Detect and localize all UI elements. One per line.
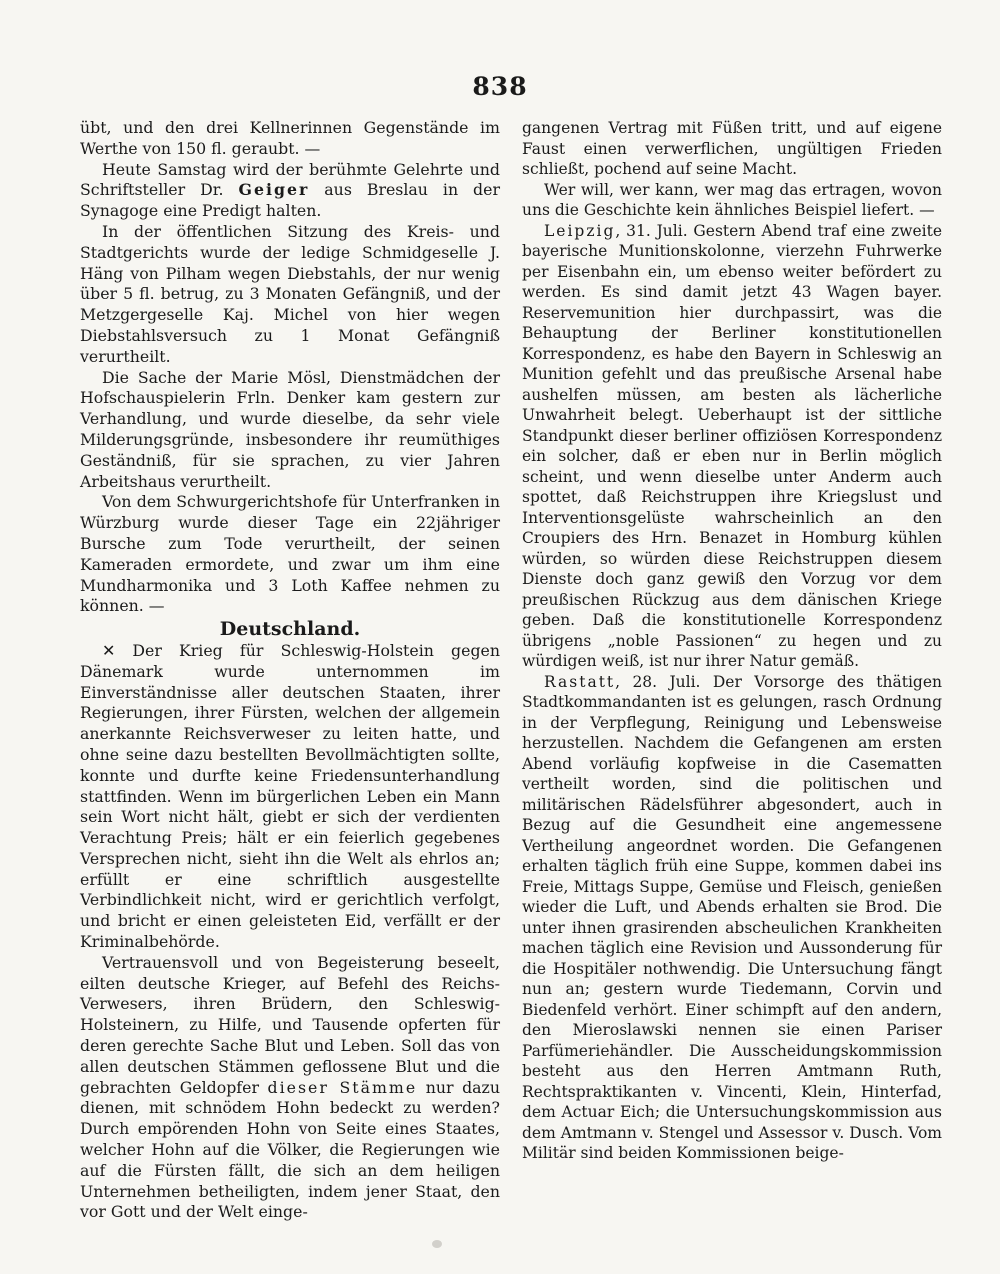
- paragraph-trusting-soldiers: [80, 953, 500, 1223]
- paragraph-robbery-end: übt, und den drei Kellnerinnen Gegenstände im Werthe von 150 fl. geraubt. —: [80, 118, 500, 158]
- paragraph-leipzig: [522, 221, 942, 672]
- page-number: 838: [472, 72, 528, 101]
- text: Vertrauensvoll und von Begeisterung beseelt, eilten deutsche Krieger, auf Befehl des Reichs-Verwesers, ihren Brüdern, den Schleswig-Holsteinern, zu Hilfe, und Tausende opferten für deren gerechte Sache Blut und Leben. Soll das von allen deutschen Stämmen geflossene Blut und die gebrachten Geldopfer: [80, 952, 500, 1097]
- paragraph-geiger-sermon: [80, 160, 500, 222]
- dateline-leipzig: Leipzig: [544, 221, 616, 240]
- paragraph-court-session: In der öffentlichen Sitzung des Kreis- und Stadtgerichts wurde der ledige Schmidgeselle J. Häng von Pilham wegen Diebstahls, der nur wenig über 5 fl. betrug, zu 3 Monaten Gefängniß, und der Metzgergeselle Kaj. Michel von hier wegen Diebstahlsversuch zu 1 Monat Gefängniß verurtheilt.: [80, 221, 500, 366]
- paragraph-marie-moesl: Die Sache der Marie Mösl, Dienstmädchen der Hofschauspielerin Frln. Denker kam gestern zur Verhandlung, und wurde dieselbe, da sehr viele Milderungsgründe, insbesondere ihr reumüthiges Geständniß, für sie sprachen, zu vier Jahren Arbeitshaus verurtheilt.: [80, 367, 500, 491]
- text: Heute Samstag wird der berühmte Gelehrte und Schriftsteller Dr.: [80, 159, 500, 200]
- text: nur dazu dienen, mit schnödem Hohn bedeckt zu werden? Durch empörenden Hohn von Seite eines Staates, welcher Hohn auf die Völker, die Regierungen wie auf die Fürsten fällt, die sich an dem heiligen Unternehmen betheiligten, indem jener Staat, den vor Gott und der Welt einge-: [80, 1077, 500, 1222]
- paragraph-war-schleswig: ✕ Der Krieg für Schleswig-Holstein gegen Dänemark wurde unternommen im Einverständnisse aller deutschen Staaten, ihrer Regierungen, ihrer Fürsten, welchen der allgemein anerkannte Reichsverweser zu leiten hatte, und ohne seine dazu bestellten Bevollmächtigten sollte, konnte und durfte keine Friedensunterhandlung stattfinden. Wenn im bürgerlichen Leben ein Mann sein Wort nicht hält, giebt er sich der verdienten Verachtung Preis; hält er ein feierlich gegebenes Versprechen nicht, sieht ihn die Welt als ehrlos an; erfüllt er eine schriftlich ausgestellte Verbindlichkeit nicht, wird er gerichtlich verfolgt, und bricht er einen geleisteten Eid, verfällt er der Kriminalbehörde.: [80, 640, 500, 952]
- ink-blot: [432, 1240, 442, 1248]
- paragraph-who-will: Wer will, wer kann, wer mag das ertragen, wovon uns die Geschichte kein ähnliches Beispiel liefert. —: [522, 180, 942, 219]
- text: aus Breslau in der Synagoge eine Predigt halten.: [80, 180, 500, 221]
- paragraph-wuerzburg: Von dem Schwurgerichtshofe für Unterfranken in Würzburg wurde dieser Tage ein 22jähriger Bursche zum Tode verurtheilt, der seinen Kameraden ermordete, und zwar um ihm eine Mundharmonika und 3 Loth Kaffee nehmen zu können. —: [80, 492, 500, 616]
- section-heading-deutschland: Deutschland.: [219, 618, 361, 641]
- left-column: [80, 118, 500, 1223]
- text: , 28. Juli. Der Vorsorge des thätigen Stadtkommandanten ist es gelungen, rasch Ordnung in der Verpflegung, Reinigung und Lebensweise herzustellen. Nachdem die Gefangenen am ersten Abend vorläufig kopfweise in die Casematten vertheilt worden, sind die politischen und militärischen Rädelsführer abgesondert, auch in Bezug auf die Gesundheit eine angemessene Vertheilung angeordnet worden. Die Gefangenen erhalten täglich früh eine Suppe, kommen dabei ins Freie, Mittags Suppe, Gemüse und Fleisch, genießen wieder die Luft, und Abends erhalten sie Brod. Die unter ihnen grasirenden abscheulichen Krankheiten machen täglich eine Revision und Aussonderung für die Hospitäler nothwendig. Die Untersuchung fängt nun an; gestern wurde Tiedemann, Corvin und Biedenfeld verhört. Einer schimpft auf den andern, den Mieroslawski nennen sie einen Pariser Parfümeriehändler. Die Ausscheidungskommission besteht aus den Herren Amtmann Ruth, Rechtspraktikanten v. Vincenti, Klein, Hinterfad, dem Actuar Eich; die Untersuchungskommission aus dem Amtmann v. Stengel und Assessor v. Dusch. Vom Militär sind beiden Kommissionen beige-: [522, 672, 942, 1162]
- name-geiger: Geiger: [238, 180, 310, 200]
- dateline-rastatt: Rastatt: [544, 672, 616, 691]
- text: , 31. Juli. Gestern Abend traf eine zweite bayerische Munitionskolonne, vierzehn Fuhrwerke per Eisenbahn ein, um ebenso weiter befördert zu werden. Es sind damit jetzt 43 Wagen bayer. Reservemunition hier durchpassirt, was die Behauptung der Berliner konstitutionellen Korrespondenz, es habe den Bayern in Schleswig an Munition gefehlt und das preußische Arsenal habe aushelfen müssen, am besten als lächerliche Unwahrheit belegt. Ueberhaupt ist der sittliche Standpunkt dieser berliner offiziösen Korrespondenz ein solcher, daß er eben nur in Berlin möglich scheint, und wenn dieselbe unter Anderm auch spottet, daß Reichstruppen ihre Kriegslust und Interventionsgelüste wahrscheinlich an den Croupiers des Hrn. Benazet in Homburg kühlen würden, so würden diese Reichstruppen diesem Dienste doch ganz gewiß den Vorzug vor dem preußischen Rückzug aus dem dänischen Kriege geben. Daß die konstitutionelle Korrespondenz übrigens „noble Passionen“ zu hegen und zu würdigen weiß, ist nur ihrer Natur gemäß.: [522, 221, 942, 670]
- paragraph-rastatt: [522, 672, 942, 1164]
- spaced-emphasis: dieser Stämme: [267, 1077, 418, 1097]
- right-column: [522, 118, 942, 1164]
- paragraph-treaty-end: gangenen Vertrag mit Füßen tritt, und auf eigene Faust einen verwerflichen, ungültigen Frieden schließt, pochend auf seine Macht.: [522, 119, 942, 178]
